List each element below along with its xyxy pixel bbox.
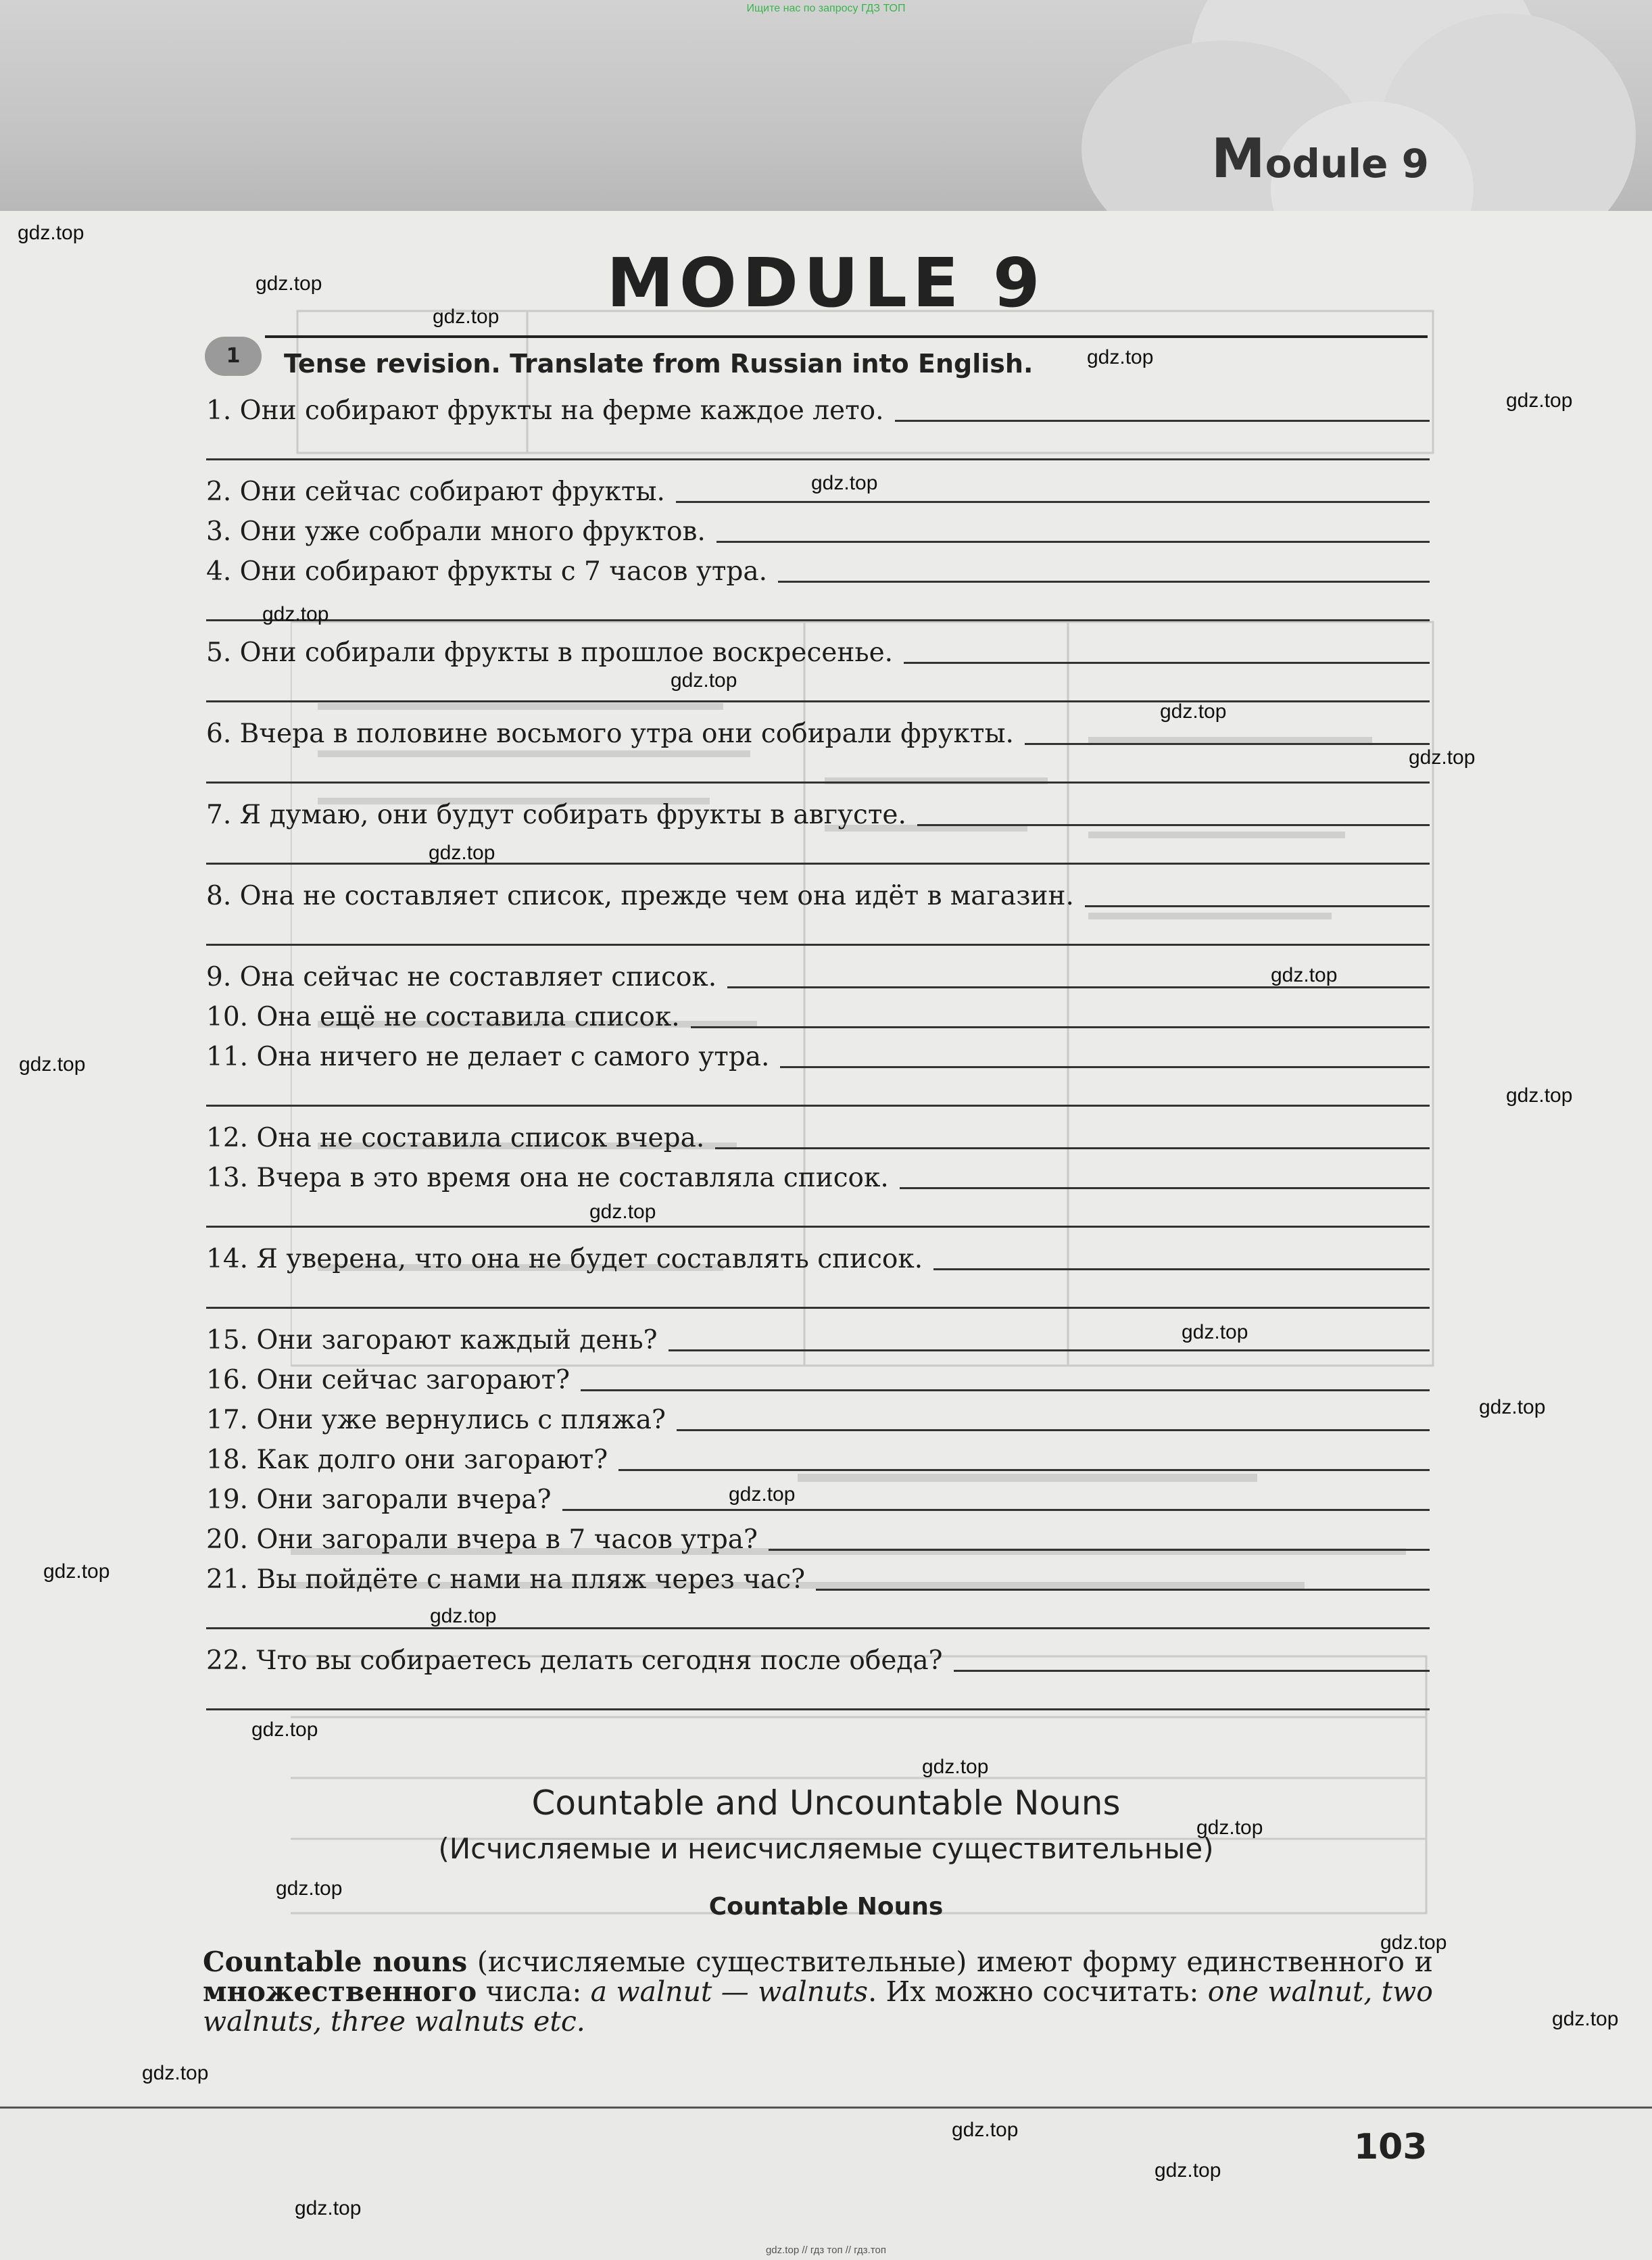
exercise-item-text: 12. Она не составила список вчера.: [206, 1123, 705, 1153]
exercise-item: [206, 1236, 1430, 1277]
exercise-item-text: 15. Они загорают каждый день?: [206, 1325, 658, 1355]
exercise-item: [206, 711, 1430, 752]
exercise-item-text: 13. Вчера в это время она не составляла список.: [206, 1163, 889, 1193]
para-text: . Их можно сосчитать:: [868, 1975, 1208, 2008]
watermark: gdz.top: [1160, 700, 1227, 723]
exercise-item: [206, 509, 1430, 550]
exercise-item: [206, 549, 1430, 590]
watermark: gdz.top: [1479, 1396, 1546, 1418]
exercise-item: [206, 1155, 1430, 1196]
module-title: MODULE 9: [606, 243, 1046, 322]
answer-field[interactable]: [895, 420, 1430, 422]
watermark: gdz.top: [1182, 1321, 1248, 1343]
para-bold: множественного: [203, 1975, 477, 2008]
answer-field[interactable]: [778, 581, 1430, 583]
exercise-item: [206, 994, 1430, 1035]
watermark: gdz.top: [433, 306, 500, 328]
exercise-item: [206, 630, 1430, 671]
exercise-item-text: 8. Она не составляет список, прежде чем она идёт в магазин.: [206, 881, 1074, 911]
answer-line: [206, 458, 1430, 460]
answer-field[interactable]: [618, 1469, 1430, 1471]
page-number: 103: [1354, 2127, 1428, 2167]
example-counting: one walnut, two walnuts, three walnuts etc.: [203, 1975, 1433, 2038]
section-subtitle: (Исчисляемые и неисчисляемые существительные): [438, 1832, 1214, 1865]
exercise-item: [206, 792, 1430, 833]
answer-field[interactable]: [904, 662, 1430, 664]
watermark: gdz.top: [1271, 964, 1338, 986]
answer-line: [206, 700, 1430, 702]
watermark: gdz.top: [262, 603, 329, 625]
exercise-item-text: 21. Вы пойдёте с нами на пляж через час?: [206, 1564, 805, 1595]
watermark: gdz.top: [142, 2062, 209, 2084]
watermark: gdz.top: [19, 1053, 86, 1076]
module-header: Module 9: [1211, 127, 1429, 190]
answer-field[interactable]: [676, 501, 1430, 503]
answer-field[interactable]: [954, 1670, 1430, 1672]
watermark: gdz.top: [729, 1483, 796, 1506]
exercise-item-text: 22. Что вы собираетесь делать сегодня после обеда?: [206, 1645, 943, 1676]
section-title: Countable and Uncountable Nouns: [531, 1783, 1121, 1823]
answer-field[interactable]: [691, 1026, 1430, 1028]
exercise-item: [206, 1557, 1430, 1597]
exercise-item: [206, 388, 1430, 429]
term-countable-nouns: Countable nouns: [203, 1946, 468, 1978]
exercise-item: [206, 1034, 1430, 1075]
answer-line: [206, 1708, 1430, 1710]
answer-field[interactable]: [1085, 905, 1430, 907]
watermark: gdz.top: [1409, 746, 1476, 769]
answer-field[interactable]: [769, 1549, 1430, 1551]
watermark: gdz.top: [671, 669, 737, 692]
exercise-item-text: 14. Я уверена, что она не будет составлять список.: [206, 1244, 923, 1274]
exercise-item-text: 11. Она ничего не делает с самого утра.: [206, 1042, 770, 1072]
section-subheading: Countable Nouns: [708, 1893, 944, 1921]
answer-line: [206, 619, 1430, 621]
answer-line: [206, 1226, 1430, 1228]
answer-line: [206, 863, 1430, 865]
exercise-item-text: 5. Они собирали фрукты в прошлое воскресенье.: [206, 638, 894, 668]
watermark: gdz.top: [256, 272, 322, 295]
answer-line: [206, 1307, 1430, 1309]
exercise-item-text: 20. Они загорали вчера в 7 часов утра?: [206, 1524, 758, 1555]
watermark: gdz.top: [1087, 346, 1154, 368]
answer-field[interactable]: [715, 1147, 1430, 1149]
example-walnuts: a walnut — walnuts: [590, 1975, 869, 2008]
exercise-item-text: 17. Они уже вернулись с пляжа?: [206, 1405, 666, 1435]
exercise-instruction: Tense revision. Translate from Russian into English.: [284, 349, 1034, 379]
exercise-item: [206, 1115, 1430, 1156]
answer-field[interactable]: [900, 1187, 1430, 1189]
para-text: (исчисляемые существительные) имеют форму единственного и: [467, 1946, 1434, 1978]
watermark: gdz.top: [1196, 1817, 1263, 1839]
exercise-item-text: 18. Как долго они загорают?: [206, 1445, 608, 1475]
exercise-item: [206, 955, 1430, 995]
watermark: gdz.top: [429, 842, 495, 864]
exercise-item: [206, 1397, 1430, 1438]
top-notice: Ищите нас по запросу ГДЗ ТОП: [746, 3, 906, 14]
answer-field[interactable]: [677, 1429, 1430, 1431]
exercise-item-text: 3. Они уже собрали много фруктов.: [206, 516, 706, 547]
answer-line: [206, 782, 1430, 784]
exercise-item-text: 10. Она ещё не составила список.: [206, 1002, 680, 1032]
footer-rule: [0, 2107, 1652, 2109]
exercise-item-text: 9. Она сейчас не составляет список.: [206, 962, 717, 992]
watermark: gdz.top: [1155, 2159, 1221, 2182]
exercise-item: [206, 1357, 1430, 1398]
answer-field[interactable]: [917, 824, 1430, 826]
watermark: gdz.top: [43, 1560, 110, 1583]
exercise-item-text: 19. Они загорали вчера?: [206, 1485, 552, 1515]
exercise-item-text: 1. Они собирают фрукты на ферме каждое лето.: [206, 395, 884, 426]
answer-field[interactable]: [562, 1509, 1430, 1511]
exercise-number-badge: 1: [205, 337, 262, 376]
exercise-item-text: 16. Они сейчас загорают?: [206, 1365, 570, 1395]
answer-line: [206, 944, 1430, 946]
exercise-item-text: 4. Они собирают фрукты с 7 часов утра.: [206, 556, 768, 587]
answer-field[interactable]: [669, 1349, 1430, 1351]
answer-field[interactable]: [780, 1066, 1430, 1068]
answer-field[interactable]: [933, 1268, 1430, 1270]
answer-line: [206, 1105, 1430, 1107]
watermark: gdz.top: [811, 472, 878, 494]
watermark: gdz.top: [430, 1605, 497, 1627]
watermark: gdz.top: [1506, 389, 1573, 412]
watermark: gdz.top: [1506, 1084, 1573, 1107]
exercise-item-text: 2. Они сейчас собирают фрукты.: [206, 477, 665, 507]
watermark: gdz.top: [251, 1718, 318, 1741]
watermark: gdz.top: [1552, 2008, 1619, 2030]
exercise-item: [206, 1638, 1430, 1679]
exercise-item-text: 7. Я думаю, они будут собирать фрукты в августе.: [206, 800, 906, 830]
bottom-notice: gdz.top // гдз топ // гдз.топ: [765, 2244, 887, 2256]
watermark: gdz.top: [295, 2197, 362, 2219]
answer-field[interactable]: [581, 1389, 1430, 1391]
exercise-item: [206, 1477, 1430, 1518]
watermark: gdz.top: [1380, 1931, 1447, 1954]
para-text: числа:: [477, 1975, 591, 2008]
answer-field[interactable]: [716, 541, 1430, 543]
answer-line: [206, 1627, 1430, 1629]
watermark: gdz.top: [922, 1756, 989, 1778]
exercise-item: [206, 1517, 1430, 1558]
answer-field[interactable]: [816, 1589, 1430, 1591]
exercise-item-text: 6. Вчера в половине восьмого утра они собирали фрукты.: [206, 719, 1014, 749]
watermark: gdz.top: [18, 222, 84, 244]
watermark: gdz.top: [589, 1201, 656, 1223]
countable-nouns-paragraph: [203, 1947, 1433, 2036]
exercise-item: [206, 873, 1430, 914]
watermark: gdz.top: [276, 1877, 343, 1900]
watermark: gdz.top: [952, 2119, 1019, 2141]
answer-field[interactable]: [1025, 743, 1430, 745]
exercise-item: [206, 1437, 1430, 1478]
